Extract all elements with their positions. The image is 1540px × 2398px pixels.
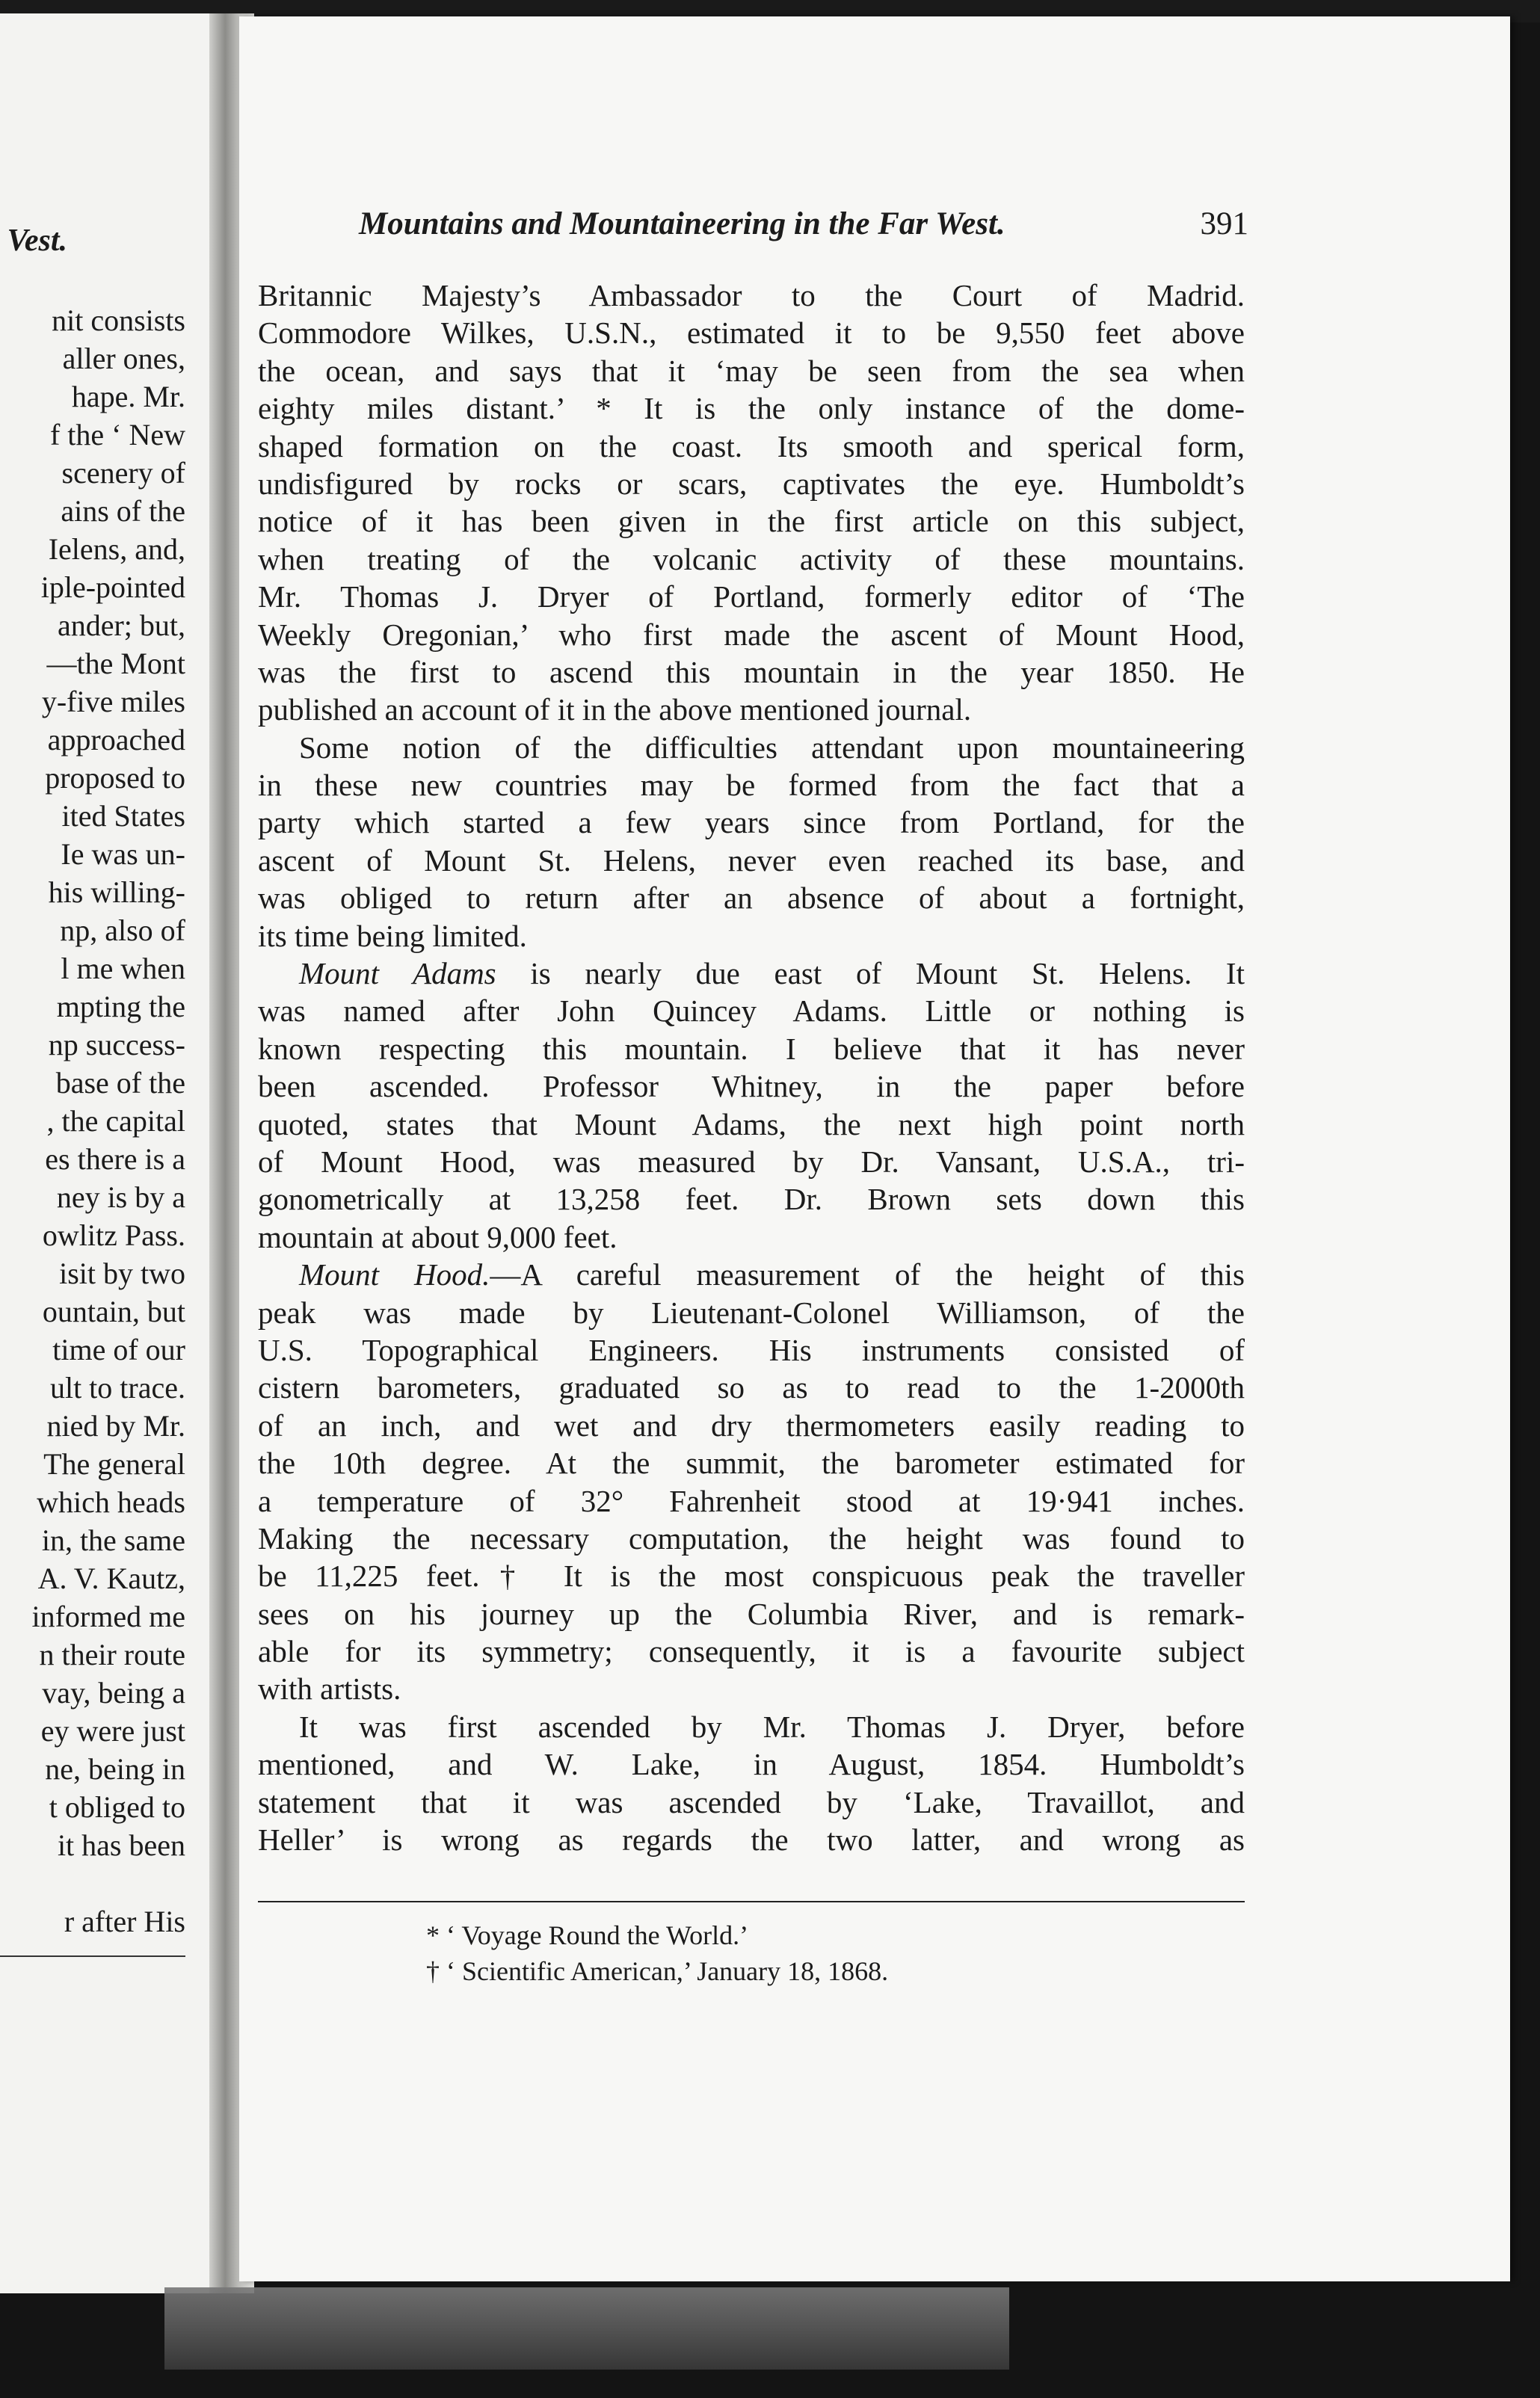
- footnotes: [426, 1917, 1174, 1989]
- left-page-line: iple-pointed: [40, 570, 185, 604]
- body-line: [258, 1331, 1245, 1369]
- mountain-name-italic: Mount Adams: [299, 956, 496, 991]
- left-page-line: owlitz Pass.: [42, 1218, 185, 1252]
- body-line-text: been ascended. Professor Whitney, in the paper before: [258, 1069, 1245, 1104]
- body-line: [258, 804, 1245, 841]
- body-line: [258, 1821, 1245, 1858]
- left-page-line: ains of the: [61, 494, 185, 528]
- left-page-line: in, the same: [41, 1523, 185, 1557]
- left-page-line: ander; but,: [57, 608, 185, 642]
- body-line: [258, 1256, 1245, 1293]
- body-line-text: —A careful measurement of the height of this: [490, 1257, 1245, 1292]
- body-line: [258, 1030, 1245, 1067]
- left-page-line: ited States: [61, 799, 185, 833]
- left-page-line: f the ‘ New: [49, 418, 185, 451]
- body-line-text: be 11,225 feet.† It is the most conspicuous peak the traveller: [258, 1559, 1245, 1594]
- body-line: [258, 1143, 1245, 1180]
- body-line-text: in these new countries may be formed from the fact that a: [258, 768, 1245, 803]
- left-running-head-fragment: Vest.: [7, 224, 67, 258]
- left-page-line: ult to trace.: [49, 1371, 185, 1405]
- left-page-line: proposed to: [45, 761, 185, 795]
- body-line-text: sees on his journey up the Columbia River, and is remark-: [258, 1596, 1245, 1631]
- body-line-text: statement that it was ascended by ‘Lake, Travaillot, and: [258, 1784, 1245, 1819]
- body-line: [258, 766, 1245, 804]
- body-line: [258, 1067, 1245, 1105]
- body-line-text: when treating of the volcanic activity of these mountains.: [258, 541, 1245, 576]
- body-line-text: was obliged to return after an absence of about a fortnight,: [258, 881, 1245, 916]
- body-line: [258, 653, 1245, 691]
- body-line-text: undisfigured by rocks or scars, captivates the eye. Humboldt’s: [258, 466, 1245, 501]
- body-line-text: the ocean, and says that it ‘may be seen from the sea when: [258, 353, 1245, 388]
- left-page-line: Ie was un-: [61, 837, 185, 871]
- body-line: [258, 992, 1245, 1029]
- body-line-text: mentioned, and W. Lake, in August, 1854. Humboldt’s: [258, 1747, 1245, 1782]
- body-line: [258, 1633, 1245, 1670]
- body-line: [258, 277, 1245, 314]
- left-page-line: np, also of: [60, 913, 185, 947]
- body-line: [258, 879, 1245, 916]
- left-page-line: his willing-: [48, 875, 185, 909]
- left-page-line: base of the: [55, 1066, 185, 1100]
- body-line: [258, 389, 1245, 427]
- left-page-line: ountain, but: [42, 1295, 185, 1328]
- body-line: [258, 1520, 1245, 1557]
- left-page-line: vay, being a: [42, 1676, 185, 1710]
- body-line-text: is nearly due east of Mount St. Helens. It: [496, 956, 1245, 991]
- body-line-text: was the first to ascend this mountain in the year 1850. He: [258, 654, 1245, 689]
- body-line: [258, 1745, 1245, 1783]
- left-page-line: time of our: [52, 1333, 185, 1366]
- body-line-text: was named after John Quincey Adams. Little or nothing is: [258, 993, 1245, 1029]
- body-line-text: shaped formation on the coast. Its smooth and sperical form,: [258, 428, 1245, 463]
- left-page-line: approached: [47, 723, 185, 756]
- left-page-line: y-five miles: [41, 685, 185, 718]
- body-line-text: mountain at about 9,000 feet.: [258, 1219, 617, 1254]
- footnote-rule: [258, 1901, 1245, 1902]
- mountain-name-italic: Mount Hood.: [299, 1257, 490, 1292]
- body-line-text: a temperature of 32° Fahrenheit stood at 19·941 inches.: [258, 1483, 1245, 1518]
- left-page-line: nit consists: [52, 303, 185, 337]
- body-line-text: of Mount Hood, was measured by Dr. Vansant, U.S.A., tri-: [258, 1144, 1245, 1179]
- body-line-text: cistern barometers, graduated so as to read to the 1-2000th: [258, 1370, 1245, 1405]
- left-page-line: isit by two: [59, 1257, 185, 1290]
- footnote: * ‘ Voyage Round the World.’: [426, 1920, 749, 1950]
- left-page-line: np success-: [48, 1028, 185, 1061]
- body-line: [258, 428, 1245, 465]
- body-line-text: Mr. Thomas J. Dryer of Portland, formerly editor of ‘The: [258, 579, 1245, 614]
- left-page-line: Ielens, and,: [48, 532, 185, 566]
- body-line-text: its time being limited.: [258, 918, 527, 953]
- body-line-text: Weekly Oregonian,’ who first made the ascent of Mount Hood,: [258, 617, 1245, 652]
- body-line: [258, 578, 1245, 615]
- body-line-text: eighty miles distant.’ * It is the only instance of the dome-: [258, 391, 1245, 426]
- body-line: [258, 1444, 1245, 1482]
- body-line-text: quoted, states that Mount Adams, the next high point north: [258, 1106, 1245, 1141]
- page-number: 391: [1200, 206, 1248, 241]
- left-page-line: nied by Mr.: [46, 1409, 185, 1443]
- left-page-line: ne, being in: [45, 1752, 185, 1786]
- left-page-line: n their route: [39, 1638, 185, 1671]
- body-line: [258, 1670, 1245, 1707]
- left-page-line: aller ones,: [62, 342, 185, 375]
- body-line-text: Some notion of the difficulties attendant upon mountaineering: [299, 730, 1245, 765]
- body-line-text: able for its symmetry; consequently, it is a favourite subject: [258, 1634, 1245, 1669]
- body-line: [258, 1407, 1245, 1444]
- left-page-line: mpting the: [56, 990, 185, 1023]
- body-line: [258, 540, 1245, 578]
- body-line-text: ascent of Mount St. Helens, never even reached its base, and: [258, 842, 1245, 878]
- left-page-line: r after His: [64, 1905, 185, 1938]
- left-page-line: A. V. Kautz,: [37, 1562, 185, 1595]
- left-facing-page: [0, 13, 224, 2293]
- body-line-text: the 10th degree. At the summit, the barometer estimated for: [258, 1446, 1245, 1481]
- body-line-text: Heller’ is wrong as regards the two latter, and wrong as: [258, 1822, 1245, 1858]
- body-line-text: known respecting this mountain. I believe that it has never: [258, 1031, 1245, 1066]
- body-line: [258, 352, 1245, 389]
- body-line: [258, 1708, 1245, 1745]
- left-page-line: ney is by a: [56, 1180, 185, 1214]
- body-line: [258, 691, 1245, 728]
- left-page-line: t obliged to: [49, 1790, 185, 1824]
- body-line: [258, 1784, 1245, 1821]
- left-page-line: it has been: [57, 1828, 185, 1862]
- body-line: [258, 1218, 1245, 1256]
- left-page-line: es there is a: [45, 1142, 185, 1176]
- body-line: [258, 1294, 1245, 1331]
- body-line: [258, 465, 1245, 502]
- body-line-text: Commodore Wilkes, U.S.N., estimated it to be 9,550 feet above: [258, 315, 1245, 351]
- scan-bottom-edge: [164, 2287, 1009, 2370]
- running-title: Mountains and Mountaineering in the Far West.: [359, 206, 1005, 241]
- left-page-line: scenery of: [61, 456, 185, 490]
- body-line-text: published an account of it in the above mentioned journal.: [258, 692, 972, 727]
- body-line-text: gonometrically at 13,258 feet. Dr. Brown sets down this: [258, 1182, 1245, 1217]
- body-line: [258, 917, 1245, 955]
- body-line-text: peak was made by Lieutenant-Colonel Williamson, of the: [258, 1295, 1245, 1330]
- left-page-line: [0, 1864, 185, 1902]
- left-page-line: , the capital: [46, 1104, 185, 1138]
- body-line: [258, 1106, 1245, 1143]
- body-line-text: party which started a few years since from Portland, for the: [258, 805, 1245, 840]
- left-page-line: ey were just: [40, 1714, 185, 1748]
- footnote: † ‘ Scientific American,’ January 18, 1868.: [426, 1956, 889, 1986]
- body-line: [258, 1180, 1245, 1218]
- left-page-line: informed me: [31, 1600, 185, 1633]
- body-line-text: Making the necessary computation, the height was found to: [258, 1520, 1245, 1556]
- left-page-line: The general: [43, 1447, 185, 1481]
- body-line: [258, 1595, 1245, 1633]
- body-line: [258, 1482, 1245, 1520]
- left-page-line: which heads: [37, 1485, 185, 1519]
- body-line: [258, 955, 1245, 992]
- body-line-text: with artists.: [258, 1671, 401, 1707]
- left-page-line: —the Mont: [46, 647, 185, 680]
- body-line-text: of an inch, and wet and dry thermometers easily reading to: [258, 1408, 1245, 1443]
- left-page-line: l me when: [61, 952, 185, 985]
- body-line-text: Britannic Majesty’s Ambassador to the Court of Madrid.: [258, 278, 1245, 312]
- body-line: [258, 842, 1245, 879]
- body-line: [258, 1369, 1245, 1406]
- body-line: [258, 1557, 1245, 1594]
- left-footnote-rule: [0, 1955, 185, 1957]
- body-line-text: U.S. Topographical Engineers. His instruments consisted of: [258, 1332, 1245, 1367]
- body-line-text: It was first ascended by Mr. Thomas J. Dryer, before: [299, 1709, 1245, 1744]
- body-line: [258, 502, 1245, 540]
- body-line: [258, 314, 1245, 351]
- body-text: [258, 277, 1245, 1858]
- left-page-line: hape. Mr.: [71, 380, 185, 413]
- body-line: [258, 616, 1245, 653]
- body-line-text: notice of it has been given in the first article on this subject,: [258, 504, 1245, 539]
- running-head: [359, 206, 1263, 250]
- left-page-text-fragments: [0, 301, 185, 1941]
- body-line: [258, 729, 1245, 766]
